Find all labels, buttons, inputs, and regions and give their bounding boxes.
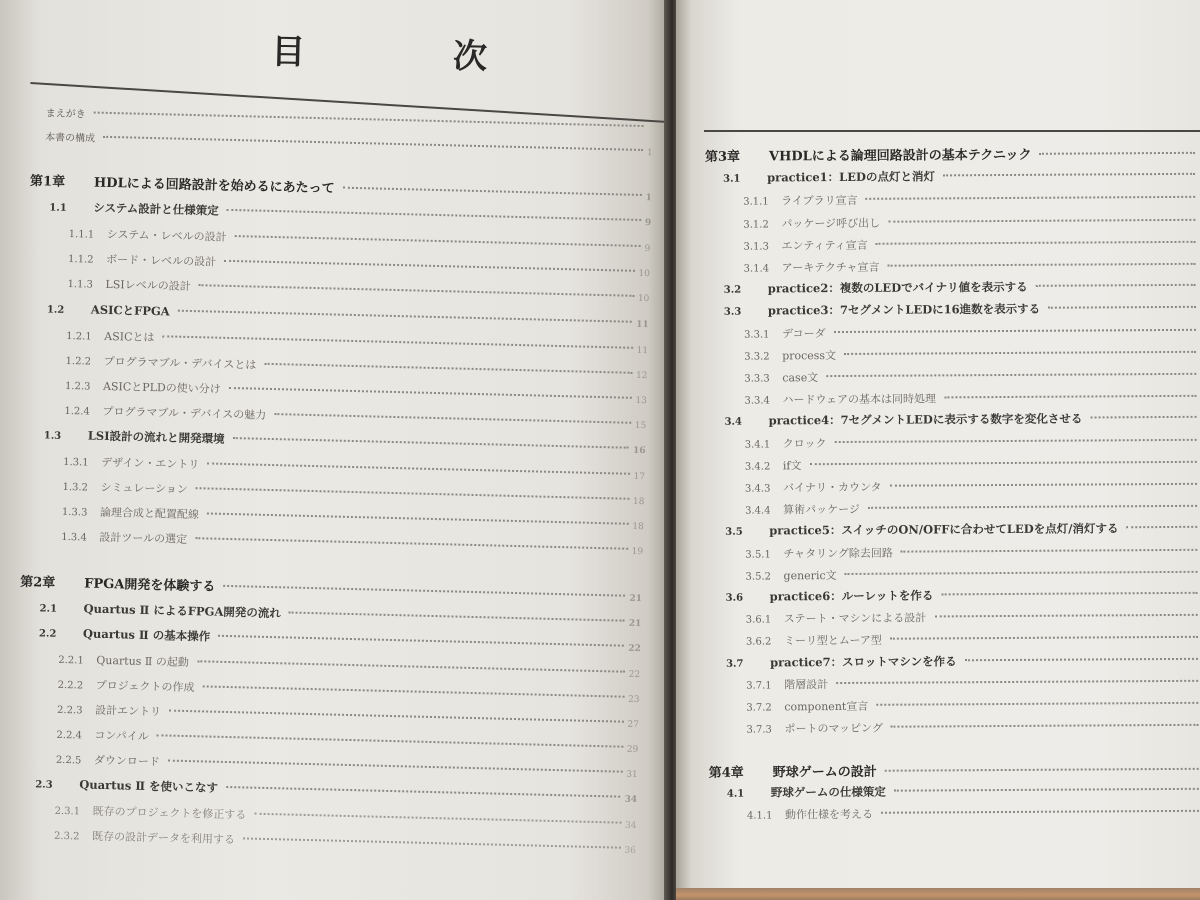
leader-dots	[1090, 415, 1196, 419]
toc-entry-number: 1.2.3	[64, 380, 91, 393]
leader-dots	[235, 234, 641, 247]
leader-dots	[1039, 151, 1195, 155]
toc-entry-number: 3.3.4	[744, 395, 770, 407]
toc-entry-label: デコーダ	[782, 327, 826, 341]
toc-entry-number: 3.3	[723, 306, 742, 318]
leader-dots	[202, 684, 624, 697]
toc-entry-number: 3.1.3	[743, 241, 769, 253]
toc-entry-number: 2.3.2	[53, 830, 80, 843]
toc-subsection	[743, 235, 1199, 254]
leader-dots	[199, 283, 634, 297]
leader-dots	[965, 657, 1198, 661]
toc-subsection	[54, 802, 636, 832]
toc-entry-label: practice2：複数のLEDでバイナリ値を表示する	[767, 279, 1028, 296]
leader-dots	[866, 195, 1196, 200]
toc-entry-number: 1.3.3	[61, 506, 88, 519]
toc-entry-number: 3.6.1	[745, 614, 772, 626]
leader-dots	[197, 659, 625, 672]
leader-dots	[207, 461, 629, 474]
toc-entry-label: process文	[782, 349, 837, 363]
toc-subsection	[747, 804, 1200, 823]
leader-dots	[223, 584, 625, 597]
toc-entry-label: ボード・レベルの設計	[105, 252, 217, 269]
toc-section	[44, 426, 646, 457]
toc-entry-page: 15	[634, 420, 647, 432]
toc-subsection	[745, 477, 1200, 496]
toc-entry-label: シミュレーション	[100, 480, 189, 496]
toc-entry-number: 1.3.4	[61, 531, 87, 544]
leader-dots	[894, 787, 1199, 792]
toc-section	[35, 775, 637, 806]
toc-entry-label: LSIレベルの設計	[105, 277, 191, 293]
toc-entry-label: ミーリ型とムーア型	[783, 633, 882, 648]
toc-entry-label: 設計ツールの選定	[99, 530, 188, 546]
leader-dots	[157, 733, 623, 747]
toc-entry-page: 13	[635, 395, 647, 407]
toc-entry-label: バイナリ・カウンタ	[782, 480, 882, 495]
leader-dots	[168, 759, 622, 773]
leader-dots	[1036, 283, 1196, 287]
toc-entry-label: Quartus Ⅱ によるFPGA開発の流れ	[83, 601, 282, 621]
leader-dots	[901, 548, 1198, 553]
toc-subsection	[745, 543, 1200, 562]
toc-subsection	[69, 225, 651, 255]
toc-entry-number: 3.4.2	[744, 461, 771, 473]
leader-dots	[229, 386, 632, 399]
toc-entry-label: 論理合成と配置配線	[99, 505, 200, 522]
toc-entry-number: 3.7	[726, 658, 744, 670]
toc-subsection	[56, 751, 638, 781]
toc-entry-label: アーキテクチャ宣言	[781, 260, 880, 275]
toc-section	[39, 599, 641, 630]
toc-entry-page: 27	[627, 719, 640, 731]
leader-dots	[943, 172, 1195, 177]
toc-entry-label: プロジェクトの作成	[95, 678, 195, 695]
toc-entry-page: 9	[644, 244, 651, 255]
toc-entry-label: ダウンロード	[93, 753, 161, 769]
leader-dots	[162, 334, 632, 348]
toc-entry-label: component宣言	[784, 699, 869, 714]
toc-subsection	[745, 433, 1200, 452]
leader-dots	[1048, 305, 1196, 309]
leader-dots	[834, 328, 1196, 333]
toc-entry-number: 2.2.5	[55, 754, 82, 767]
leader-dots	[103, 135, 643, 151]
toc-entry-number: 2.2.2	[57, 679, 84, 692]
leader-dots	[196, 486, 629, 500]
leader-dots	[207, 511, 628, 524]
toc-entry-page: 34	[624, 820, 637, 832]
toc-entry-label: practice6：ルーレットを作る	[769, 588, 934, 604]
toc-entry-page: 18	[632, 496, 645, 508]
toc-entry-number: 3.4	[724, 416, 743, 428]
leader-dots	[178, 309, 633, 323]
toc-entry-label: 既存の設計データを利用する	[91, 829, 236, 847]
toc-entry-page: 11	[636, 319, 649, 331]
leader-dots	[934, 613, 1197, 618]
toc-entry-label: ライブラリ宣言	[781, 193, 858, 208]
toc-entry-label: エンティティ宣言	[781, 238, 868, 253]
leader-dots	[809, 460, 1196, 465]
toc-entry-number: 3.5.1	[745, 549, 771, 561]
toc-entry-number: 3.3.3	[744, 373, 770, 385]
toc-entry-page: 31	[626, 769, 638, 781]
toc-entry-label: プログラマブル・デバイスとは	[103, 354, 257, 372]
leader-dots	[845, 570, 1198, 575]
toc-entry-label: デザイン・エントリ	[101, 455, 200, 472]
toc-entry-page: 12	[635, 370, 648, 382]
toc-entry-label: パッケージ呼び出し	[781, 216, 881, 231]
toc-subsection	[56, 726, 638, 756]
toc-entry-number: 3.4.3	[744, 483, 771, 495]
leader-dots	[227, 208, 641, 221]
toc-entry-number: 3.1.1	[743, 196, 769, 208]
toc-subsection	[58, 676, 640, 706]
toc-entry-page: 21	[628, 618, 642, 630]
toc-entry-page: 21	[629, 593, 643, 605]
toc-subsection	[66, 327, 648, 357]
leader-dots	[264, 362, 632, 374]
toc-entry-label: 階層設計	[784, 678, 829, 692]
toc-subsection	[67, 275, 649, 305]
toc-subsection	[65, 352, 647, 382]
toc-entry-label: LSI設計の流れと開発環境	[87, 428, 225, 446]
toc-subsection	[65, 377, 647, 407]
leader-dots	[233, 436, 630, 449]
toc-entry-number: 3.1	[723, 173, 741, 185]
toc-entry-number: 1.1.1	[68, 228, 95, 241]
toc-subsection	[746, 674, 1200, 693]
toc-subsection	[62, 503, 644, 533]
leader-dots	[891, 723, 1199, 728]
toc-entry-number: 4.1	[726, 788, 745, 800]
toc-entry-number: 3.1.2	[743, 219, 769, 231]
toc-chapter	[20, 571, 642, 605]
toc-subsection	[62, 478, 644, 508]
leader-dots	[876, 240, 1196, 245]
toc-entry-page: 1	[645, 193, 652, 204]
toc-entry-label: Quartus Ⅱ の起動	[96, 653, 190, 670]
page-edge	[676, 888, 1200, 900]
leader-dots	[944, 394, 1196, 399]
leader-dots	[836, 679, 1198, 684]
toc-entry-label: Quartus Ⅱ を使いこなす	[79, 777, 219, 795]
toc-entry-label: 既存のプロジェクトを修正する	[92, 804, 247, 822]
leader-dots	[888, 262, 1196, 267]
leader-dots	[890, 635, 1198, 640]
toc-entry-label: practice7：スロットマシンを作る	[770, 654, 957, 670]
toc-subsection	[746, 608, 1200, 627]
toc-entry-number: 3.6.2	[745, 636, 772, 648]
toc-entry-label: 算術パッケージ	[783, 502, 860, 517]
toc-entry-label: ハードウェアの基本は同時処理	[782, 392, 937, 407]
toc-entry-page: 34	[624, 794, 638, 806]
toc-section	[725, 410, 1200, 429]
toc-entry-number: 1.2	[46, 304, 65, 316]
leader-dots	[226, 785, 621, 798]
leader-dots	[274, 412, 631, 424]
toc-entry-label: VHDLによる論理回路設計の基本テクニック	[768, 147, 1032, 165]
toc-entry-page: 9	[644, 218, 652, 229]
toc-section	[723, 167, 1199, 186]
leader-dots	[218, 634, 624, 647]
toc-chapter	[30, 170, 652, 204]
toc-entry-number: 2.2.3	[56, 704, 83, 717]
toc-subsection	[744, 257, 1200, 276]
toc-entry-number: 第3章	[704, 149, 741, 165]
toc-subsection	[745, 455, 1200, 474]
toc-subsection	[744, 367, 1200, 386]
toc-subsection	[743, 213, 1199, 232]
toc-entry-label: システム設計と仕様策定	[93, 200, 219, 218]
leader-dots	[243, 836, 621, 848]
leader-dots	[890, 482, 1197, 487]
toc-entry-label: クロック	[782, 437, 827, 451]
toc-entry-number: 1.3	[43, 430, 62, 442]
toc-section	[49, 199, 651, 230]
toc-entry-label: チャタリング除去回路	[783, 546, 893, 561]
toc-entry-label: 野球ゲームの設計	[772, 764, 877, 781]
toc-entry-label: HDLによる回路設計を始めるにあたって	[93, 175, 335, 197]
toc-entry-label: ASICとFPGA	[90, 302, 170, 319]
toc-entry-label: ASICとPLDの使い分け	[102, 379, 221, 396]
leader-dots	[888, 218, 1195, 223]
toc-entry-number: 1.1.2	[67, 253, 94, 266]
toc-entry-page: 10	[637, 293, 650, 305]
toc-entry-label: case文	[782, 371, 819, 385]
toc-entry-number: 1.2.1	[66, 330, 92, 343]
leader-dots	[941, 591, 1197, 596]
toc-section	[724, 300, 1200, 319]
leader-dots	[224, 259, 634, 272]
toc-section	[725, 520, 1200, 539]
toc-subsection	[744, 389, 1200, 408]
toc-subsection	[746, 630, 1200, 649]
leader-dots	[876, 701, 1198, 706]
toc-entry-label: ステート・マシンによる設計	[783, 611, 927, 626]
toc-entry-page: 29	[626, 744, 639, 756]
toc-entry-label: practice5：スイッチのON/OFFに合わせてLEDを点灯/消灯する	[769, 521, 1119, 538]
toc-entry-page: 16	[632, 445, 646, 457]
toc-entry-number: 3.2	[723, 284, 742, 296]
toc-entry-page: 22	[628, 643, 641, 655]
leader-dots	[1126, 525, 1197, 528]
toc-entry-number: 2.2.1	[58, 654, 84, 667]
toc-entry-number: 2.3.1	[54, 805, 81, 818]
toc-entry-page: 18	[632, 521, 644, 533]
toc-entry-page: 22	[628, 669, 641, 681]
toc-subsection	[57, 701, 639, 731]
toc-entry-label: まえがき	[45, 108, 86, 121]
toc-entry-number: 第1章	[29, 174, 66, 190]
toc-entry-label: if文	[782, 459, 802, 473]
toc-entry-number: 3.7.1	[746, 680, 772, 692]
leader-dots	[289, 610, 625, 621]
toc-subsection	[746, 718, 1200, 737]
leader-dots	[195, 536, 628, 550]
toc-subsection	[64, 402, 646, 432]
toc-section	[39, 624, 641, 655]
leader-dots	[169, 709, 623, 723]
toc-section	[47, 300, 649, 331]
toc-subsection	[63, 453, 645, 483]
toc-entry-number: 3.4.1	[744, 439, 771, 451]
toc-entry-page: 1	[646, 148, 653, 159]
toc-entry-label: practice1：LEDの点灯と消灯	[767, 169, 936, 185]
toc-subsection	[744, 345, 1200, 364]
toc-entry-page: 23	[627, 694, 640, 706]
toc-entry-number: 3.6	[725, 592, 744, 604]
toc-entry-number: 3.5	[725, 526, 743, 538]
leader-dots	[885, 767, 1199, 772]
toc-entry-number: 2.1	[39, 603, 58, 615]
toc-subsection	[58, 651, 640, 681]
toc-entry-number: 3.3.1	[744, 329, 770, 341]
toc-entry-page: 36	[624, 845, 636, 857]
leader-dots	[834, 438, 1196, 443]
toc-entry-label: システム・レベルの設計	[106, 227, 227, 244]
toc-entry-label: FPGA開発を体験する	[84, 576, 216, 595]
toc-entry-number: 1.3.2	[62, 481, 89, 494]
toc-entry-label: 設計エントリ	[94, 703, 162, 719]
toc-entry-label: Quartus Ⅱ の基本操作	[82, 626, 211, 644]
toc-subsection	[54, 827, 636, 857]
toc-entry-number: 1.1	[49, 202, 67, 214]
toc-subsection	[746, 696, 1200, 715]
toc-subsection	[68, 250, 650, 280]
leader-dots	[881, 809, 1199, 814]
toc-title: 目 次	[270, 31, 556, 79]
toc-subsection	[743, 190, 1199, 209]
toc-entry-number: 3.1.4	[743, 263, 770, 275]
leader-dots	[94, 111, 644, 127]
toc-entry-label: コンパイル	[94, 728, 149, 744]
toc-entry-number: 1.2.4	[64, 405, 90, 418]
toc-entry-number: 3.3.2	[744, 351, 770, 363]
leader-dots	[826, 372, 1196, 377]
toc-subsection	[745, 499, 1200, 518]
toc-subsection	[61, 528, 643, 558]
toc-entry	[45, 128, 653, 158]
toc-entry-label: practice4：7セグメントLEDに表示する数字を変化させる	[768, 411, 1083, 428]
toc-entry-number: 2.3	[35, 779, 53, 791]
toc-chapter	[705, 143, 1199, 165]
toc-section	[727, 782, 1200, 801]
toc-entry-number: 3.7.3	[746, 724, 772, 736]
toc-entry-number: 第2章	[20, 574, 56, 591]
leader-dots	[868, 504, 1197, 509]
toc-entry-label: 野球ゲームの仕様策定	[770, 784, 886, 800]
toc-entry-label: ASICとは	[104, 329, 155, 345]
toc-entry-number: 3.5.2	[745, 571, 772, 583]
toc-entry-label: practice3：7セグメントLEDに16進数を表示する	[767, 301, 1041, 318]
toc-entry-label: generic文	[783, 569, 837, 583]
toc-entry-number: 1.1.3	[67, 278, 94, 291]
toc-entry-page: 19	[631, 546, 644, 558]
right-page	[676, 0, 1200, 888]
toc-entry-label: プログラマブル・デバイスの魅力	[102, 404, 267, 422]
right-toc	[676, 0, 1200, 888]
toc-section	[726, 586, 1200, 605]
toc-subsection	[745, 565, 1200, 584]
toc-entry-number: 1.3.1	[63, 456, 89, 469]
toc-chapter	[709, 759, 1200, 781]
toc-entry-label: 本書の構成	[44, 132, 96, 145]
toc-entry-number: 3.7.2	[746, 702, 772, 714]
toc-entry-number: 2.2.4	[56, 729, 83, 742]
toc-section	[724, 278, 1200, 297]
leader-dots	[844, 350, 1196, 355]
toc-entry-number: 4.1.1	[746, 810, 773, 822]
leader-dots	[343, 186, 642, 196]
toc-subsection	[744, 323, 1200, 342]
toc-entry-label: ポートのマッピング	[784, 721, 883, 736]
toc-entry-number: 1.2.2	[65, 355, 92, 368]
toc-entry-page: 17	[633, 471, 646, 483]
toc-entry-number: 3.4.4	[745, 505, 771, 517]
leader-dots	[254, 812, 621, 824]
toc-entry-page: 10	[638, 268, 651, 280]
toc-entry-number: 第4章	[708, 765, 744, 781]
toc-section	[726, 652, 1200, 671]
toc-entry-page: 11	[636, 345, 649, 357]
toc-entry-number: 2.2	[38, 628, 57, 640]
toc-entry-label: 動作仕様を考える	[784, 807, 874, 822]
